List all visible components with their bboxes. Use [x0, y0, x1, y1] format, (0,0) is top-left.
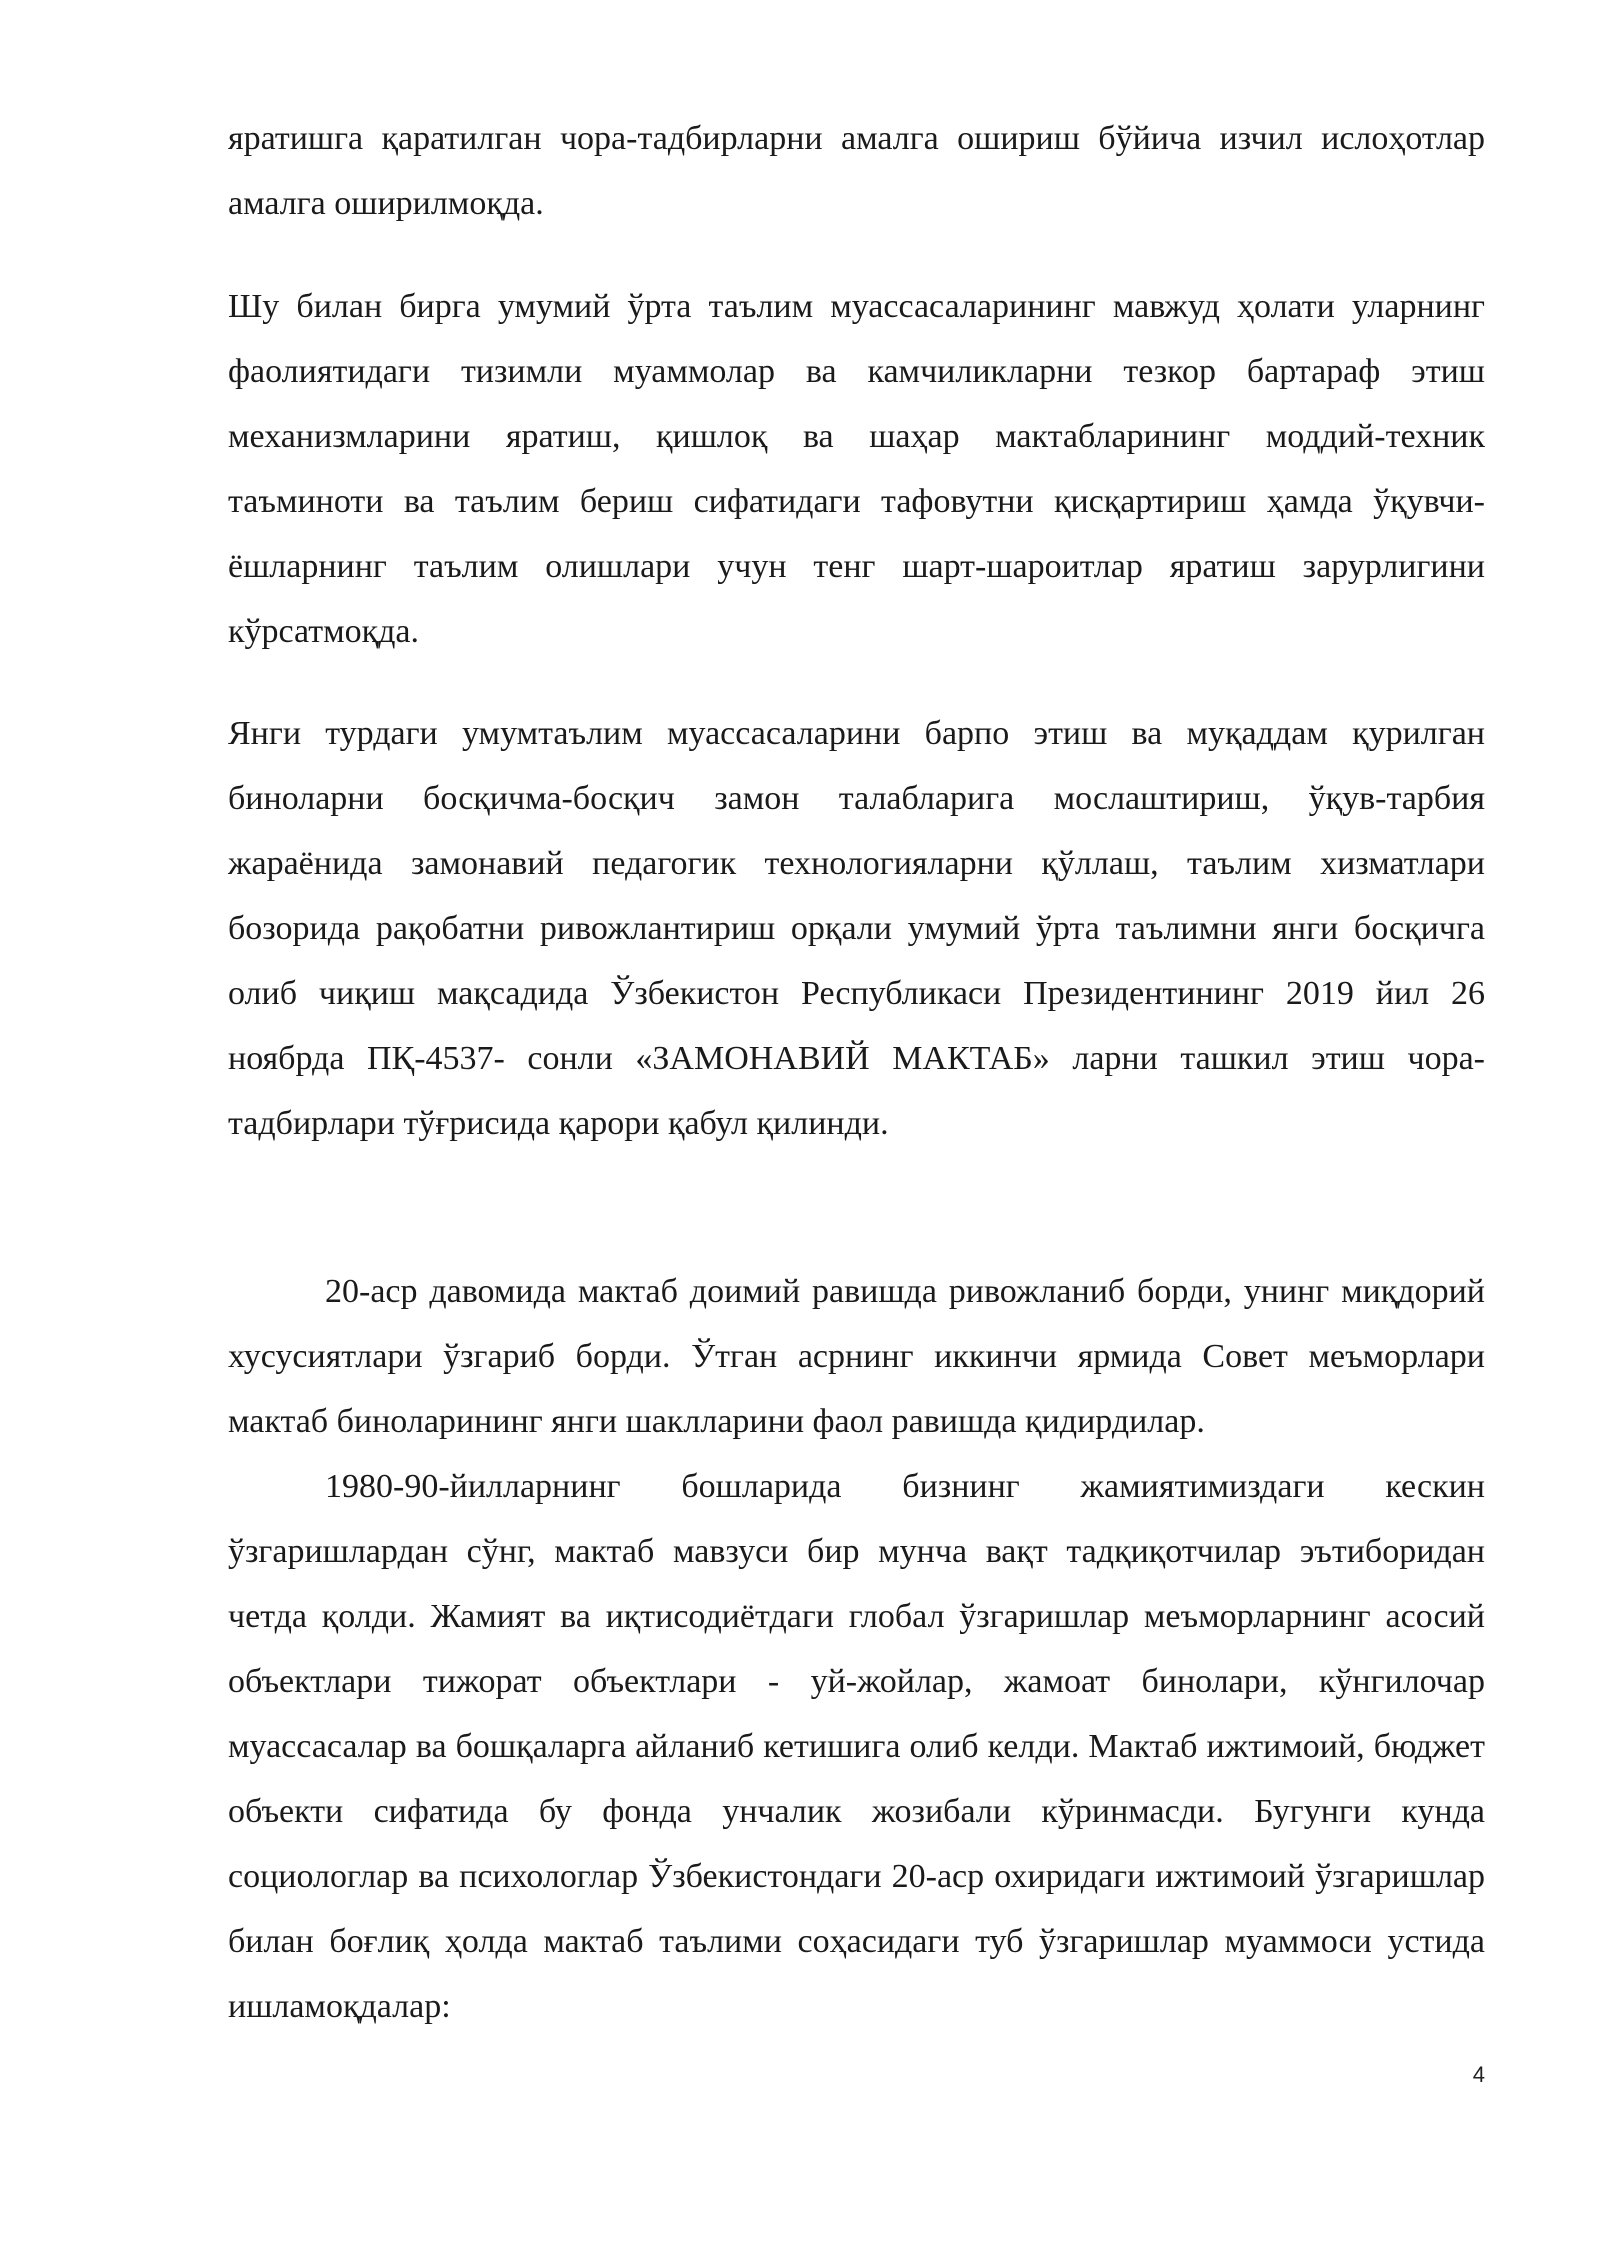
page-number: 4: [1472, 2062, 1485, 2087]
paragraph-block-2: [228, 274, 1485, 664]
paragraph-block-4: [228, 1259, 1485, 2039]
paragraph: 1980-90-йилларнинг бошларида бизнинг жамиятимиздаги кескин ўзгаришлардан сўнг, мактаб мавзуси бир мунча вақт тадқиқотчилар эътиборидан четда қолди. Жамият ва иқтисодиётдаги глобал ўзгаришлар меъморларнинг асосий объектлари тижорат объектлари - уй-жойлар, жамоат бинолари, кўнгилочар муассасалар ва бошқаларга айланиб кетишига олиб келди. Мактаб ижтимоий, бюджет объекти сифатида бу фонда унчалик жозибали кўринмасди. Бугунги кунда социологлар ва психологлар Ўзбекистондаги 20-аср охиридаги ижтимоий ўзгаришлар билан боғлиқ ҳолда мактаб таълими соҳасидаги туб ўзгаришлар муаммоси устида ишламоқдалар:: [228, 1468, 1485, 2025]
paragraph: 20-аср давомида мактаб доимий равишда ривожланиб борди, унинг миқдорий хусусиятлари ўзгариб борди. Ўтган асрнинг иккинчи ярмида Совет меъморлари мактаб биноларининг янги шаклларини фаол равишда қидирдилар.: [228, 1273, 1485, 1440]
paragraph: Янги турдаги умумтаълим муассасаларини барпо этиш ва муқаддам қурилган биноларни босқичма-босқич замон талабларига мослаштириш, ўқув-тарбия жараёнида замонавий педагогик технологияларни қўллаш, таълим хизматлари бозорида рақобатни ривожлантириш орқали умумий ўрта таълимни янги босқичга олиб чиқиш мақсадида Ўзбекистон Республикаси Президентининг 2019 йил 26 ноябрда ПҚ-4537- сонли «ЗАМОНАВИЙ МАКТАБ» ларни ташкил этиш чора-тадбирлари тўғрисида қарори қабул қилинди.: [228, 715, 1485, 1142]
paragraph: Шу билан бирга умумий ўрта таълим муассасаларининг мавжуд ҳолати уларнинг фаолиятидаги тизимли муаммолар ва камчиликларни тезкор бартараф этиш механизмларини яратиш, қишлоқ ва шаҳар мактабларининг моддий-техник таъминоти ва таълим бериш сифатидаги тафовутни қисқартириш ҳамда ўқувчи-ёшларнинг таълим олишлари учун тенг шарт-шароитлар яратиш зарурлигини кўрсатмоқда.: [228, 288, 1485, 650]
paragraph: яратишга қаратилган чора-тадбирларни амалга ошириш бўйича изчил ислоҳотлар амалга оширилмоқда.: [228, 120, 1485, 222]
paragraph-block-1: [228, 106, 1485, 236]
paragraph-block-3: [228, 701, 1485, 1156]
